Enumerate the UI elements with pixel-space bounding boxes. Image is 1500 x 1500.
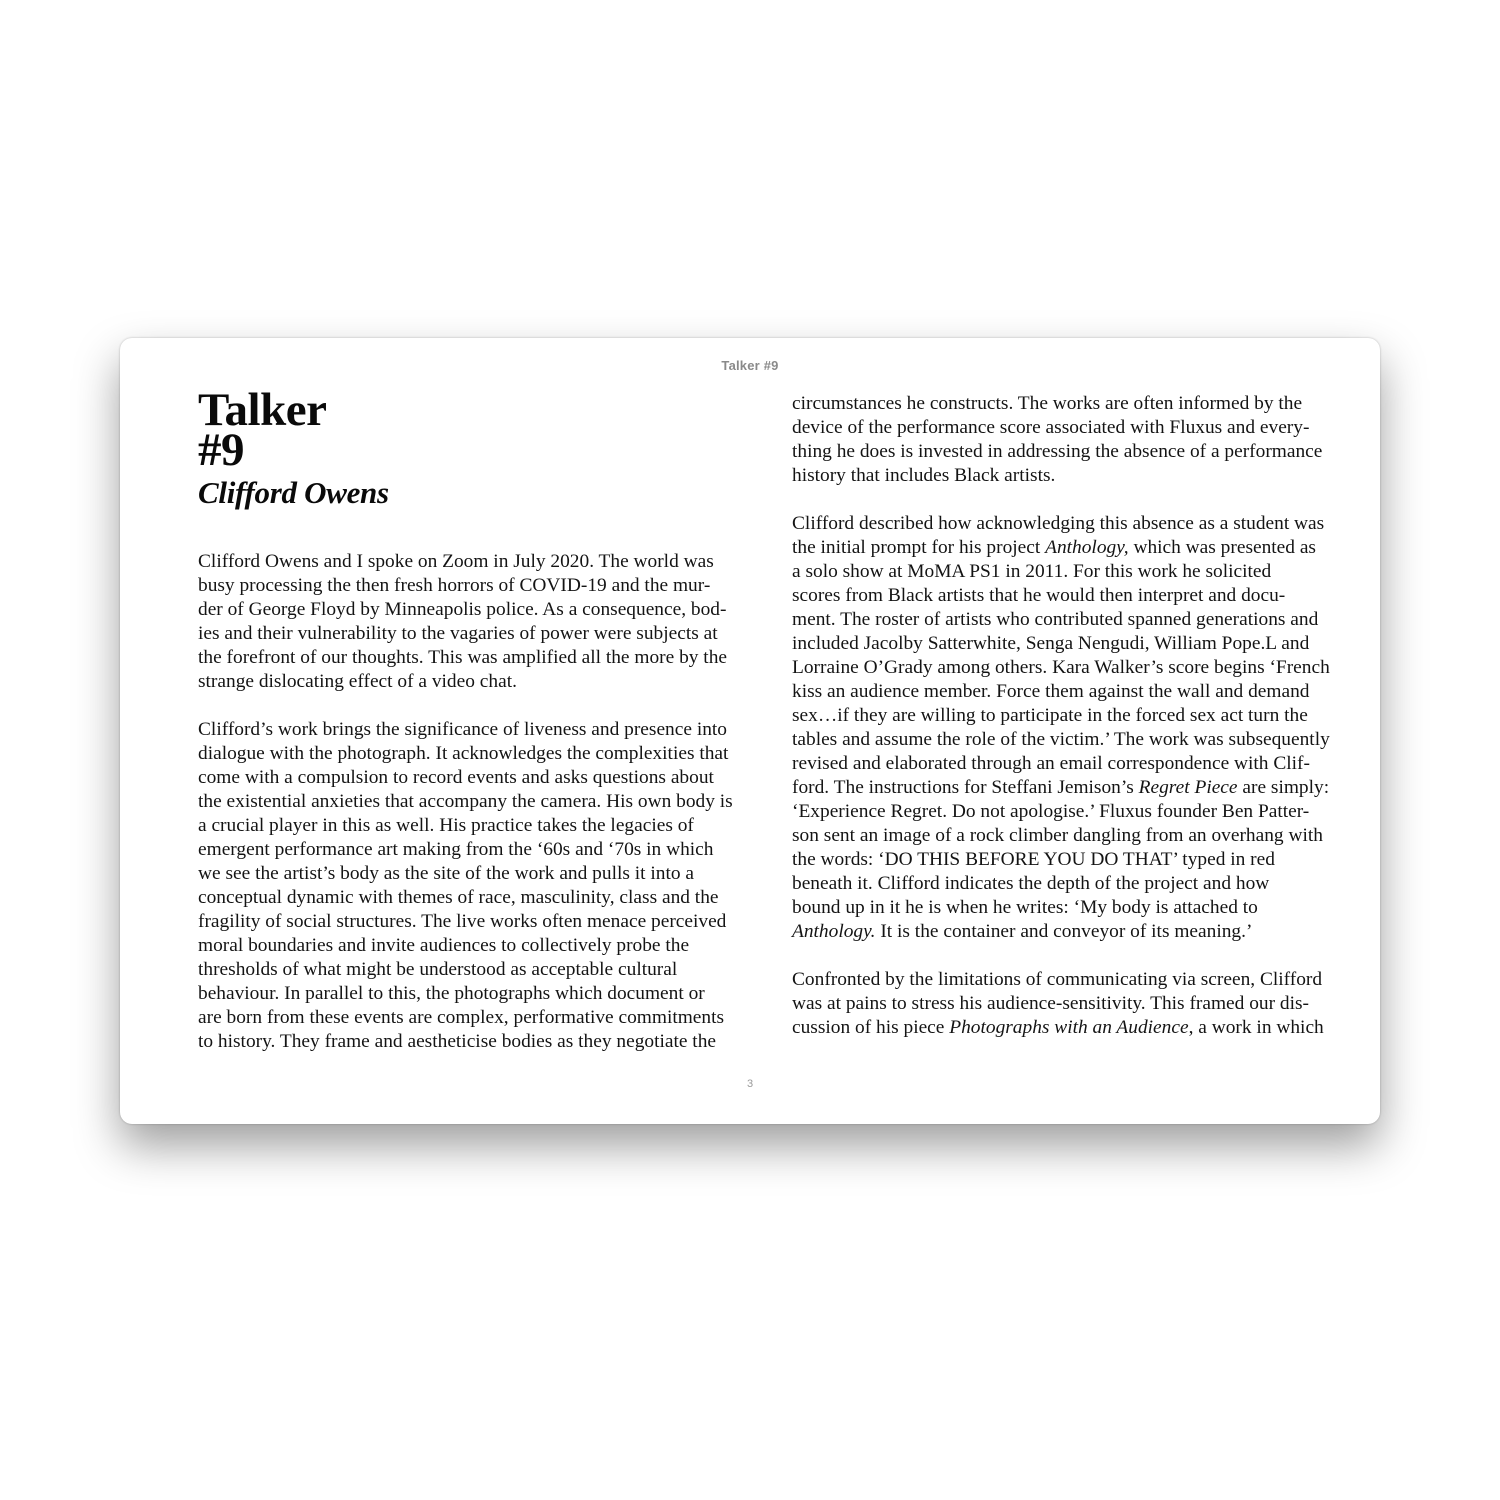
text-line: behaviour. In parallel to this, the photographs which document or bbox=[198, 983, 705, 1004]
text-run: , a work in which bbox=[1188, 1017, 1324, 1038]
window-title: Talker #9 bbox=[721, 358, 779, 373]
text-line: the existential anxieties that accompany the camera. His own body is bbox=[198, 791, 733, 812]
text-line bbox=[792, 536, 1330, 560]
italic-work-title: Anthology. bbox=[792, 921, 876, 942]
text-line: Clifford’s work brings the significance of liveness and presence into bbox=[198, 719, 727, 740]
text-line: tables and assume the role of the victim.’ The work was subsequently bbox=[792, 729, 1330, 750]
left-paragraph-1 bbox=[198, 550, 727, 694]
text-line: a solo show at MoMA PS1 in 2011. For this work he solicited bbox=[792, 561, 1272, 582]
text-line: kiss an audience member. Force them against the wall and demand bbox=[792, 681, 1310, 702]
left-paragraph-2 bbox=[198, 718, 733, 1054]
right-paragraph-2 bbox=[792, 512, 1330, 944]
text-line: come with a compulsion to record events and asks questions about bbox=[198, 767, 714, 788]
text-line: beneath it. Clifford indicates the depth of the project and how bbox=[792, 873, 1270, 894]
text-line: thing he does is invested in addressing the absence of a performance bbox=[792, 441, 1323, 462]
text-line: ies and their vulnerability to the vagaries of power were subjects at bbox=[198, 623, 718, 644]
text-line: conceptual dynamic with themes of race, masculinity, class and the bbox=[198, 887, 719, 908]
text-line: der of George Floyd by Minneapolis police. As a consequence, bod- bbox=[198, 599, 727, 620]
article-heading bbox=[198, 384, 738, 511]
text-line: Confronted by the limitations of communicating via screen, Clifford bbox=[792, 969, 1323, 990]
italic-work-title: Anthology, bbox=[1045, 537, 1129, 558]
text-line: Clifford described how acknowledging this absence as a student was bbox=[792, 513, 1325, 534]
text-line: device of the performance score associated with Fluxus and every- bbox=[792, 417, 1310, 438]
right-paragraph-3 bbox=[792, 968, 1324, 1040]
text-line: son sent an image of a rock climber dangling from an overhang with bbox=[792, 825, 1323, 846]
text-line bbox=[792, 1016, 1324, 1040]
text-line: was at pains to stress his audience-sensitivity. This framed our dis- bbox=[792, 993, 1309, 1014]
text-line: the words: ‘DO THIS BEFORE YOU DO THAT’ typed in red bbox=[792, 849, 1275, 870]
text-run: ford. The instructions for Steffani Jemison’s bbox=[792, 777, 1139, 798]
text-line: thresholds of what might be understood as acceptable cultural bbox=[198, 959, 678, 980]
text-line: circumstances he constructs. The works are often informed by the bbox=[792, 393, 1303, 414]
text-line: the forefront of our thoughts. This was amplified all the more by the bbox=[198, 647, 727, 668]
text-line: revised and elaborated through an email correspondence with Clif- bbox=[792, 753, 1310, 774]
text-line: Lorraine O’Grady among others. Kara Walker’s score begins ‘French bbox=[792, 657, 1330, 678]
text-run: which was presented as bbox=[1128, 537, 1316, 558]
text-line: busy processing the then fresh horrors of COVID-19 and the mur- bbox=[198, 575, 711, 596]
article-subtitle: Clifford Owens bbox=[198, 475, 389, 510]
italic-work-title: Photographs with an Audience bbox=[949, 1017, 1189, 1038]
text-line: emergent performance art making from the ‘60s and ‘70s in which bbox=[198, 839, 714, 860]
text-line: bound up in it he is when he writes: ‘My body is attached to bbox=[792, 897, 1258, 918]
text-line: included Jacolby Satterwhite, Senga Nengudi, William Pope.L and bbox=[792, 633, 1310, 654]
text-line bbox=[792, 776, 1330, 800]
article-title-line-1: Talker bbox=[198, 384, 327, 436]
italic-work-title: Regret Piece bbox=[1138, 777, 1238, 798]
text-run: It is the container and conveyor of its meaning.’ bbox=[875, 921, 1253, 942]
text-line: we see the artist’s body as the site of the work and pulls it into a bbox=[198, 863, 694, 884]
text-run: are simply: bbox=[1237, 777, 1330, 798]
right-paragraph-1 bbox=[792, 392, 1322, 488]
text-line: scores from Black artists that he would then interpret and docu- bbox=[792, 585, 1286, 606]
text-line: are born from these events are complex, performative commitments bbox=[198, 1007, 725, 1028]
text-line: ‘Experience Regret. Do not apologise.’ Fluxus founder Ben Patter- bbox=[792, 801, 1310, 822]
text-line: history that includes Black artists. bbox=[792, 465, 1056, 486]
text-run: the initial prompt for his project bbox=[792, 537, 1046, 558]
page-number: 3 bbox=[746, 1078, 754, 1090]
text-line: a crucial player in this as well. His practice takes the legacies of bbox=[198, 815, 694, 836]
text-line: Clifford Owens and I spoke on Zoom in July 2020. The world was bbox=[198, 551, 714, 572]
text-line: fragility of social structures. The live works often menace perceived bbox=[198, 911, 727, 932]
text-line: moral boundaries and invite audiences to collectively probe the bbox=[198, 935, 690, 956]
document-window bbox=[120, 338, 1380, 1124]
text-run: cussion of his piece bbox=[792, 1017, 950, 1038]
text-line: ment. The roster of artists who contributed spanned generations and bbox=[792, 609, 1319, 630]
text-line bbox=[792, 920, 1330, 944]
text-line: to history. They frame and aestheticise bodies as they negotiate the bbox=[198, 1031, 716, 1052]
text-line: dialogue with the photograph. It acknowledges the complexities that bbox=[198, 743, 729, 764]
text-line: strange dislocating effect of a video chat. bbox=[198, 671, 517, 692]
text-line: sex…if they are willing to participate in the forced sex act turn the bbox=[792, 705, 1308, 726]
article-title-line-2: #9 bbox=[198, 424, 244, 476]
